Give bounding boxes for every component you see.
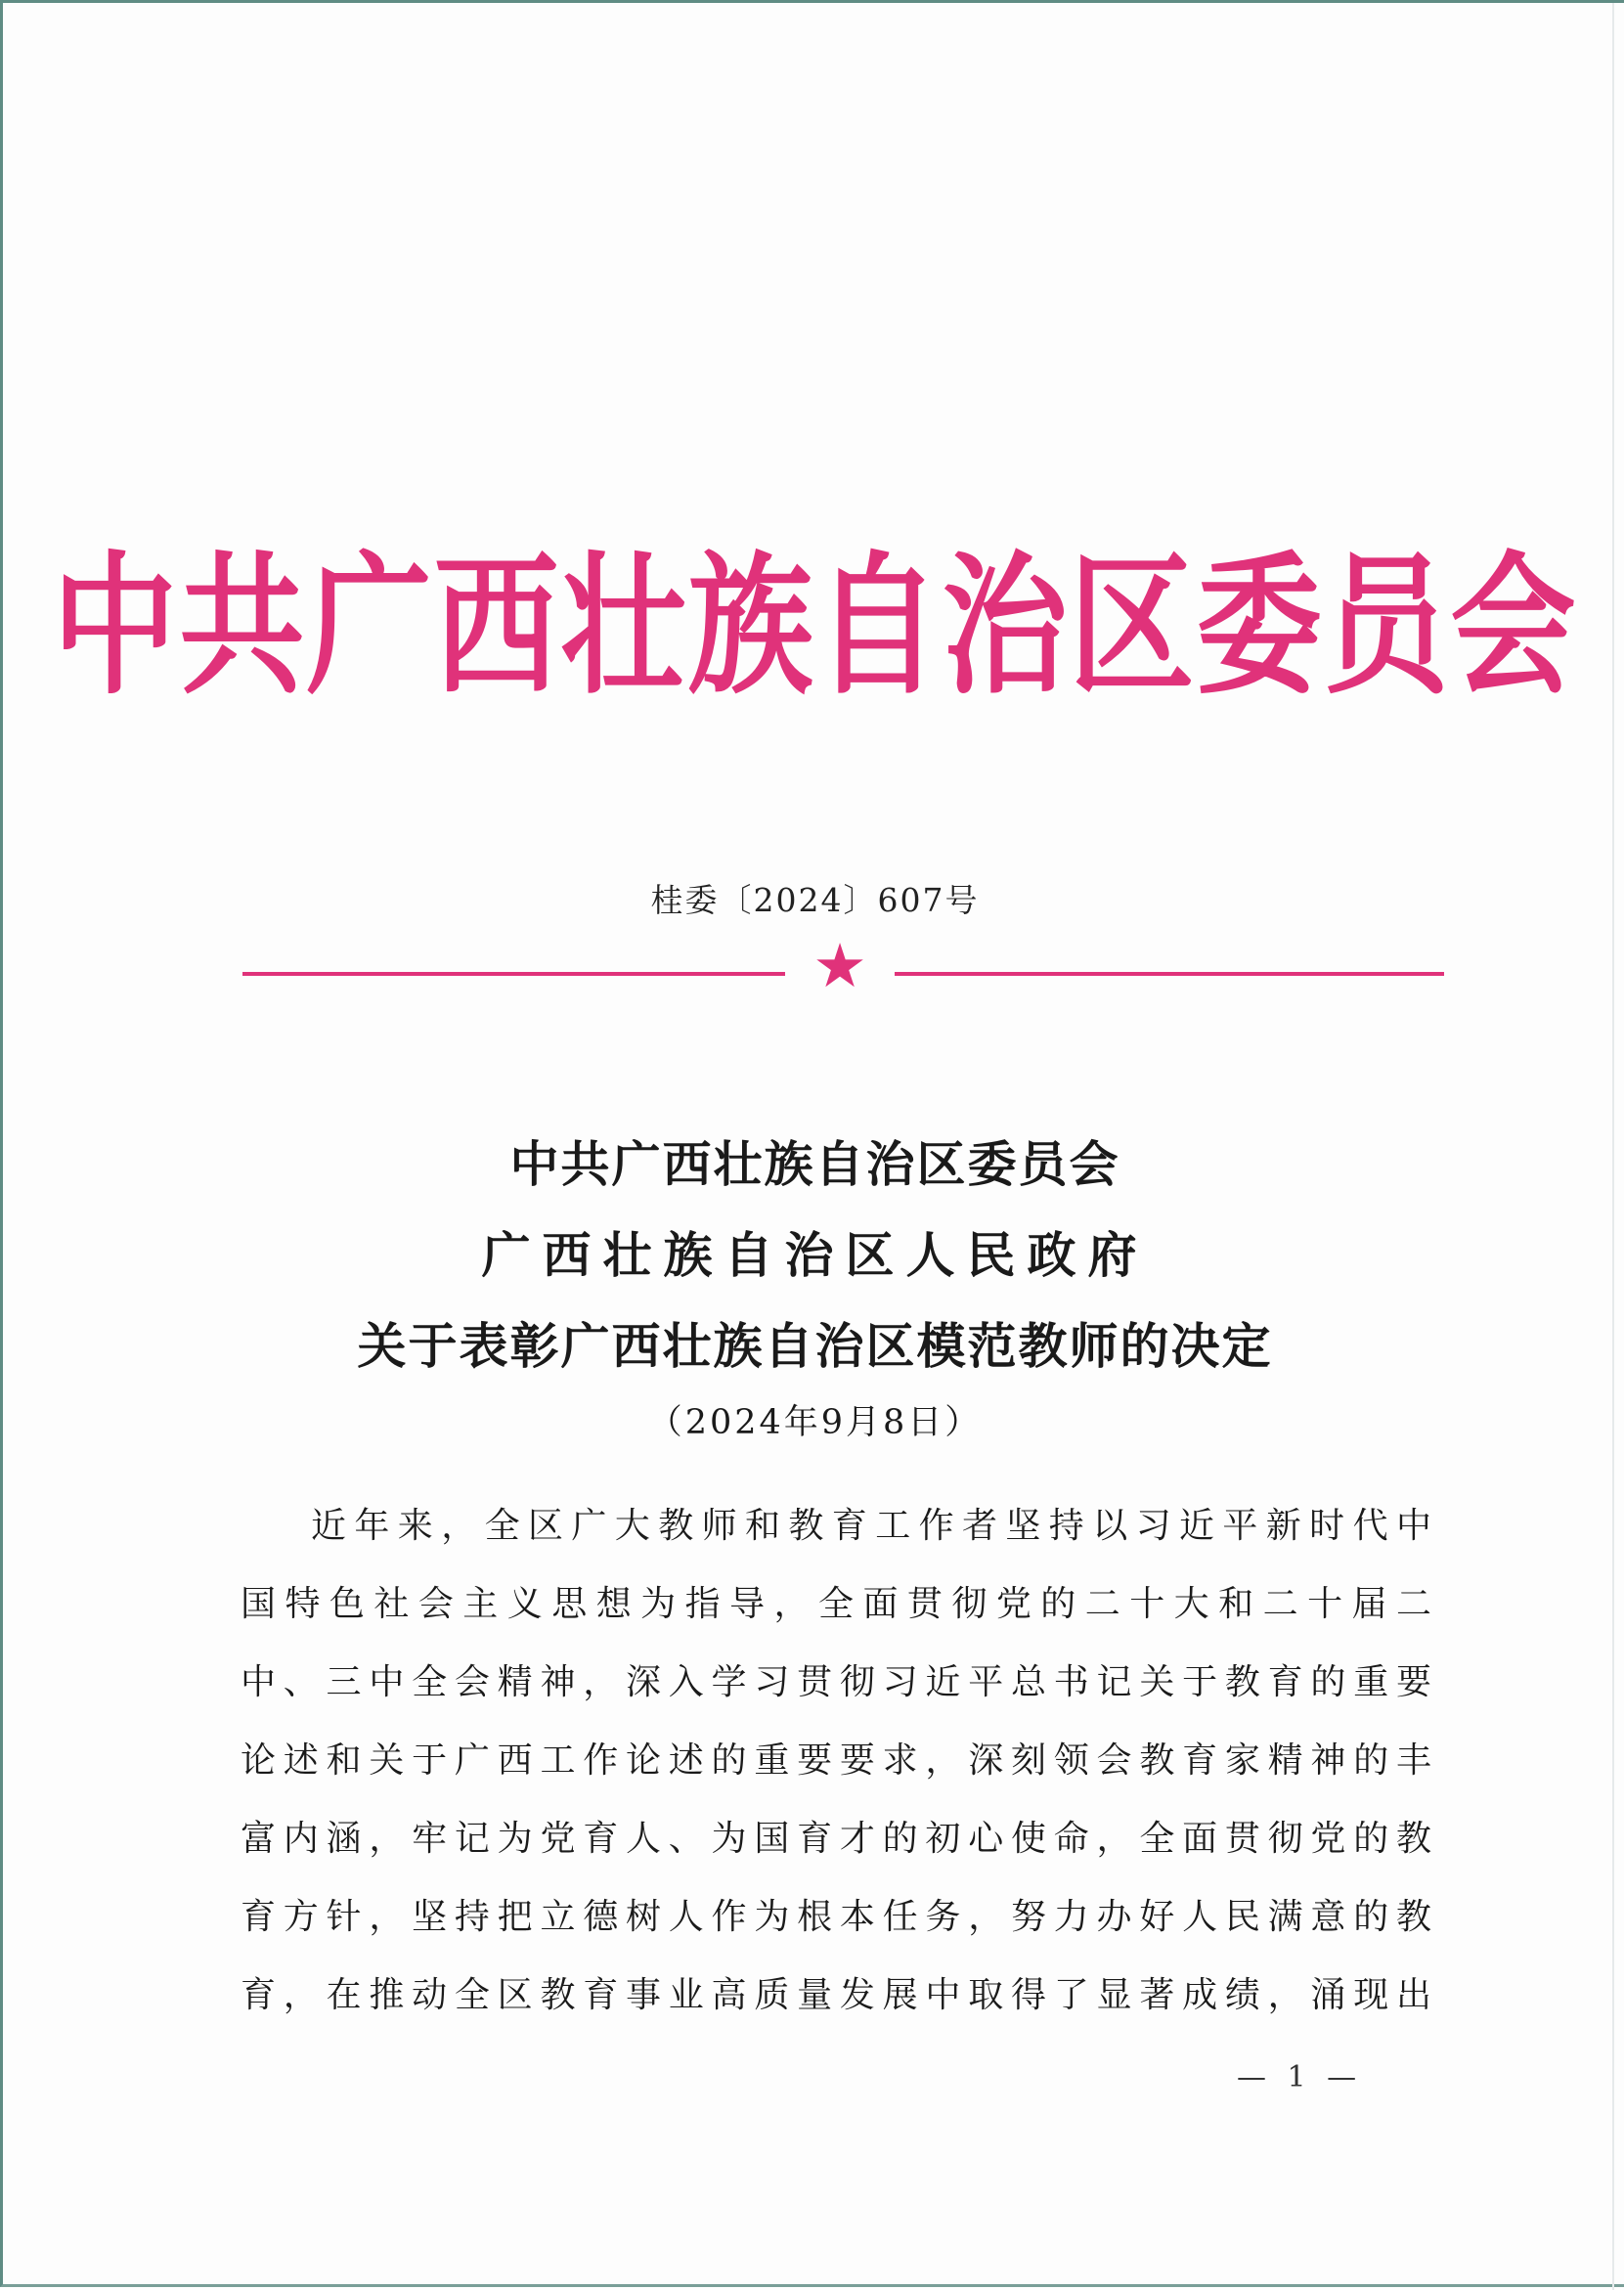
decision-date: （2024年9月8日）	[647, 1403, 983, 1442]
body-text-line: 近年来，全区广大教师和教育工作者坚持以习近平新时代中	[311, 1506, 1431, 1546]
body-text-line: 育方针，坚持把立德树人作为根本任务，努力办好人民满意的教	[241, 1897, 1431, 1937]
red-divider-left	[242, 972, 785, 976]
decision-title-line-2: 广西壮族自治区人民政府	[481, 1227, 1149, 1284]
decision-title-line-1: 中共广西壮族自治区委员会	[509, 1136, 1120, 1193]
issuer-red-header: 中共广西壮族自治区委员会	[52, 538, 1578, 717]
body-text-line: 育，在推动全区教育事业高质量发展中取得了显著成绩，涌现出	[241, 1975, 1431, 2015]
star-icon: ★	[812, 930, 867, 1001]
page-number: — 1 —	[1237, 2060, 1363, 2094]
document-number: 桂委〔2024〕607号	[650, 881, 980, 919]
body-text-line: 富内涵，牢记为党育人、为国育才的初心使命，全面贯彻党的教	[241, 1819, 1431, 1859]
red-divider-right	[895, 972, 1444, 976]
body-text-line: 论述和关于广西工作论述的重要要求，深刻领会教育家精神的丰	[241, 1740, 1431, 1781]
body-text-line: 国特色社会主义思想为指导，全面贯彻党的二十大和二十届二	[241, 1584, 1431, 1624]
body-text-line: 中、三中全会精神，深入学习贯彻习近平总书记关于教育的重要	[241, 1662, 1431, 1702]
decision-title-line-3: 关于表彰广西壮族自治区模范教师的决定	[357, 1318, 1273, 1375]
